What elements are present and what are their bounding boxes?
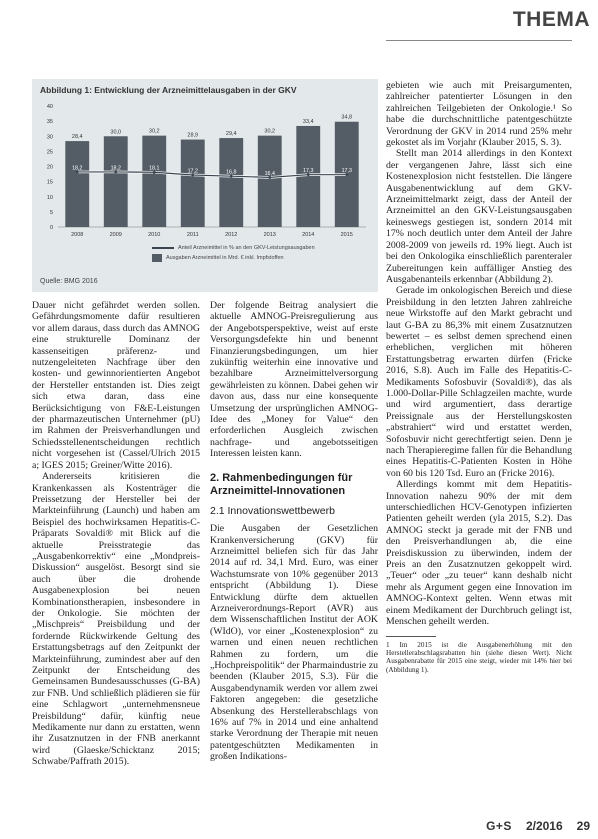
bar-data-label: 33,4: [302, 118, 314, 125]
bar-data-label: 28,9: [187, 132, 199, 139]
y-tick-label: 20: [46, 164, 53, 171]
paragraph: Der folgende Beitrag analysiert die aktuelle AMNOG-Preisregulierung aus der Angebotsperspektive, weist auf erste Versorgungsdefekte hin und benennt Finanzierungsbedingungen, um hier zukünftig weiterhin eine innovative und bezahlbare Arzneimittelversorgung gewährleisten zu können. Dabei gehen wir davon aus, dass nur eine konsequente Umsetzung der ursprünglichen AMNOG-Idee des „Money for Value“ den erforderlichen Ausgleich zwischen nachfrage- und angebotsseitigen Interessen leisten kann.: [210, 300, 378, 460]
figure-title: Abbildung 1: Entwicklung der Arzneimittelausgaben in der GKV: [40, 85, 297, 95]
y-tick-label: 5: [49, 209, 53, 216]
paragraph: Gerade im onkologischen Bereich und diese Preisbildung in den letzten Jahren zahlreiche neue Wirkstoffe auf den Markt gebracht und laut G-BA zu 86,3% mit einem Zusatznutzen bewertet – es selbst demen sprechend einen erheblichen, verglichen mit höheren Erstattungsbetrag erwarten dürfen (Fricke 2016, S.8). Auch im Falle des Hepatitis-C-Medikaments Sofosbuvir (Sovaldi®), das als 1.000-Dollar-Pille Schlagzeilen machte, wurde und wird argumentiert, dass derartige Preissignale aus der Herstellungskosten „abstrahiert“ wird und erstattet werden, Sofosbuvir nicht gerechtfertigt seien. Denn je nach Therapieregime fallen für die Behandlung eines Hepatitis-C-Patienten Kosten in Höhe von 60 bis 120 Tsd. Euro an (Fricke 2016).: [386, 285, 572, 479]
bar-data-label: 28,4: [71, 134, 83, 141]
line-data-label: 16,4: [264, 170, 275, 177]
line-data-label: 17,3: [341, 168, 352, 175]
x-tick-label: 2015: [340, 232, 353, 238]
column-2: [210, 300, 378, 763]
bar: [219, 138, 243, 227]
line-data-label: 18,1: [149, 165, 160, 172]
bar: [258, 136, 282, 227]
bar-data-label: 30,0: [110, 129, 122, 136]
x-tick-label: 2013: [263, 232, 276, 238]
x-tick-label: 2012: [225, 232, 238, 238]
line-data-label: 18,2: [72, 165, 83, 172]
y-tick-label: 10: [46, 194, 53, 201]
page-number: 29: [576, 819, 590, 833]
bar-data-label: 30,2: [264, 128, 276, 135]
y-tick-label: 30: [46, 134, 53, 141]
section-heading: 2. Rahmenbedingungen für Arzneimittel-Innovationen: [210, 471, 353, 497]
line-data-label: 16,8: [226, 169, 237, 176]
header-rule: [386, 40, 572, 41]
legend-line-label: Anteil Arzneimittel in % an den GKV-Leistungsausgaben: [178, 245, 315, 251]
line-data-label: 17,2: [187, 168, 198, 175]
paragraph: gebieten wie auch mit Preisargumenten, zahlreicher patentierter Lösungen in den zahlreichen Teilgebieten der Onkologie.¹ So habe die durchschnittliche patentgeschützte Verordnung der GKV in 2014 rund 25% mehr gekostet als im Vorjahr (Klauber 2015, S. 3).: [386, 80, 572, 149]
paragraph: Allerdings kommt mit dem Hepatitis-Innovation nahezu 90% der mit dem unterschiedlichen HCV-Genotypen infizierten Patienten geheilt werden (yla 2015, S.2). Das AMNOG steckt ja gerade mit der FNB und den Preisverhandlungen ab, die eine Preisdiskussion zu überwinden, indem der Preis an den Zusatznutzen gekoppelt wird. „Teuer“ oder „zu teuer“ kann deshalb nicht mehr als Argument gegen eine Innovation im AMNOG-Kontext gelten. Wenn etwas mit einem Medikament der Durchbruch gelingt ist, Menschen geheilt werden.: [386, 479, 572, 628]
x-tick-label: 2014: [302, 232, 315, 238]
bar: [142, 136, 166, 227]
column-3: [386, 80, 572, 674]
bar-data-label: 29,4: [225, 131, 237, 138]
journal-issue: 2/2016: [525, 819, 563, 833]
y-tick-label: 25: [46, 149, 53, 156]
chart-legend: [152, 243, 315, 263]
bar-data-label: 34,8: [341, 114, 353, 121]
line-data-label: 18,2: [110, 165, 121, 172]
bar: [181, 140, 205, 227]
x-tick-label: 2010: [148, 232, 161, 238]
x-tick-label: 2011: [186, 232, 199, 238]
bar: [65, 141, 89, 227]
legend-bar-swatch: [152, 254, 162, 262]
subsection-heading: 2.1 Innovationswettbewerb: [210, 504, 335, 517]
paragraph: Stellt man 2014 allerdings in den Kontext der vergangenen Jahre, lässt sich eine Kostenexplosion nicht feststellen. Die längere Ausgabenentwicklung auf dem GKV-Arzneimittelmarkt zeigt, dass der Anteil der Arzneimittel an den GKV-Leistungsausgaben keineswegs gestiegen ist, sondern 2014 mit 17% noch deutlich unter dem Anteil der Jahre 2008-2009 von jeweils rd. 19% liegt. Auch ist bei den Onkologika einschließlich parenteraler Zubereitungen kein auffälliger Anstieg des Ausgabenanteils erkennbar (Abbildung 2).: [386, 148, 572, 285]
x-tick-label: 2008: [71, 232, 84, 238]
footnote: 1 Im 2015 ist die Ausgabenerhöhung mit den Herstellerabschlagsrabatten hin (siehe diesen Wert). Nicht Ausgabenrabatte für 2015 eine steigt, wieder mit 14% hier bei (Abbildung 1).: [386, 640, 572, 674]
y-tick-label: 15: [46, 179, 53, 186]
paragraph: Andererseits kritisieren die Krankenkassen als Kostenträger die Preissetzung der Hersteller bei der Markteinführung (Launch) und haben am Beispiel des hochwirksamen Hepatitis-C-Präparats Sovaldi® mit Blick auf die aktuelle Preisstrategie das „Ausgabenkorrektiv“ eine „Mondpreis-Diskussion“ ausgelöst. Besorgt sind sie auch über die drohende Ausgabenexplosion bei neuen Kombinationstherapien, insbesondere in der Onkologie. Sie möchten der „Mischpreis“ Preisbildung und der fordernde Rückwirkende Geltung des Erstattungsbetrags auf den Zeitpunkt der Markteinführung, zumindest aber auf den Zeitpunkt der Entscheidung des Gemeinsamen Bundesausschusses (G-BA) zur FNB. Und schließlich plädieren sie für eine Schlagwort „unternehmensneue Preisbildung“ dafür, künftig neue Medikamente nur dann zu erstatten, wenn ihr Zusatznutzen in der FNB anerkannt wird (Glaeske/Schicktanz 2015; Schwabe/Paffrath 2015).: [32, 471, 200, 768]
y-tick-label: 35: [46, 119, 53, 126]
section-title: THEMA: [512, 8, 590, 31]
paragraph: Die Ausgaben der Gesetzlichen Krankenversicherung (GKV) für Arzneimittel beliefen sich für das Jahr 2014 auf rd. 34,1 Mrd. Euro, was einer Wachstumsrate von 10% gegenüber 2013 entspricht (Abbildung 1). Diese Entwicklung dürfte dem aktuellen Arzneiverordnungs-Report (AVR) aus dem Wissenschaftlichen Institut der AOK (WIdO), vor einer „Kostenexplosion“ zu warnen und einen neuen rechtlichen Rahmen zu fordern, um die „Hochpreispolitik“ der Pharmaindustrie zu beenden (Klauber 2015, S.3). Für die Ausgabendynamik werden vor allem zwei Faktoren angegeben: die gesetzliche Absenkung des Herstellerabschlags von 16% auf 7% in 2014 und eine anhaltend starke Verordnung der Therapie mit neuen patentgeschützten Medikamenten in großen Indikations-: [210, 523, 378, 763]
paragraph: Dauer nicht gefährdet werden sollen. Gefährdungsmomente dafür resultieren vor allem daraus, dass durch das AMNOG eine strukturelle Dominanz der kassenseitigen präferenz- und nutzengeleiteten Nachfrage über den kosten- und gewinnorientierten Angebot der Hersteller entstanden ist. Dies zeigt sich etwa daran, dass eine Berücksichtigung von F&E-Leistungen der pharmazeutischen Unternehmer (pU) im Rahmen der Preisverhandlungen und Schiedsstellenentscheidungen rechtlich nicht vorgesehen ist (Cassel/Ulrich 2015 a; IGES 2015; Greiner/Witte 2016).: [32, 300, 200, 471]
journal-name: G+S: [486, 819, 512, 833]
page-footer: [486, 819, 590, 833]
legend-item-line: [152, 243, 315, 253]
figure: [32, 79, 378, 292]
bar: [104, 136, 128, 227]
legend-line-swatch: [152, 247, 174, 249]
y-tick-label: 40: [46, 104, 53, 110]
bar-data-label: 30,2: [148, 128, 160, 135]
footnote-rule: [386, 636, 436, 637]
figure-source: Quelle: BMG 2016: [40, 278, 98, 285]
legend-bar-label: Ausgaben Arzneimittel in Mrd. € inkl. Impfstoffen: [166, 255, 284, 261]
line-data-label: 17,3: [303, 168, 314, 175]
x-tick-label: 2009: [109, 232, 122, 238]
legend-item-bar: [152, 253, 315, 263]
column-1: [32, 300, 200, 768]
y-tick-label: 0: [49, 225, 53, 231]
